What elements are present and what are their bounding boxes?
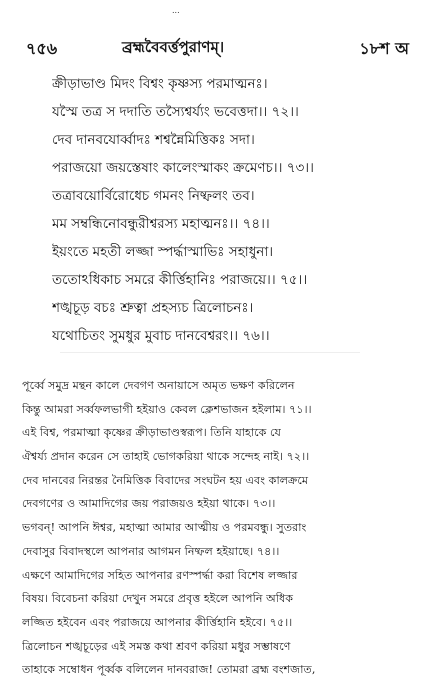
translation-line: তাহাকে সম্বোধন পূর্ব্বক বলিলেন দানবরাজ! তোমরা ব্রহ্ম বংশজাত, <box>22 663 316 677</box>
translation-line: বিষয়। বিবেচনা করিয়া দেখুন সমরে প্রবৃত্ত হইলে আপনি অধিক <box>22 592 294 606</box>
chapter-label: ১৮শ অ <box>359 39 409 58</box>
translation-line: দেবাসুর বিবাদস্থলে আপনার আগমন নিষ্ফল হইয়াছে। ৭৪।। <box>22 544 280 558</box>
section-divider <box>60 352 360 353</box>
translation-line: ভগবন্! আপনি ঈশ্বর, মহাত্মা আমার আত্মীয় ও পরমবন্ধু। সুতরাং <box>22 521 307 535</box>
translation-line: দেব দানবের নিরন্তর নৈমিত্তিক বিবাদের সংঘটন হয় এবং কালক্রমে <box>22 473 309 487</box>
verse-line: ক্রীড়াভাণ্ড মিদং বিশ্বং কৃষ্ণস্য পরমাত্মনঃ। <box>52 76 268 92</box>
translation-line: দেবগণের ও আমাদিগের জয় পরাজয়ও হইয়া থাকে। ৭৩।। <box>22 497 276 511</box>
translation-line: এক্ষণে আমাদিগের সহিত আপনার রণস্পর্দ্ধা করা বিশেষ লজ্জার <box>22 568 298 582</box>
verse-line: তত্রাবয়োর্বিরোধেচ গমনং নিষ্ফলং তব। <box>52 188 255 204</box>
translation-line: পূর্ব্বে সমুদ্র মন্থন কালে দেবগণ অনায়াসে অমৃত ভক্ষণ করিলেন <box>22 379 295 392</box>
sanskrit-verses <box>52 70 412 350</box>
verse-line: শঙ্খচূড় বচঃ শ্রুত্বা প্রহস্যচ ত্রিলোচনঃ। <box>52 300 254 316</box>
book-title: ব্রহ্মবৈবর্ত্তপুরাণম্। <box>122 38 225 56</box>
translation-line: লজ্জিত হইবেন এবং পরাজয়ে আপনার কীর্ত্তিহানি হইবে। ৭৫।। <box>22 615 293 629</box>
translation-line: এই বিশ্ব, পরমাত্মা কৃষ্ণের ক্রীড়াভাণ্ডস্বরূপ। তিনি যাহাকে যে <box>22 426 282 440</box>
top-mark: ... <box>172 6 180 15</box>
verse-line: পরাজয়ো জয়স্তেষাং কালেংস্মাকং ক্রমেণচ।। ৭৩।। <box>52 160 314 176</box>
page-header <box>26 36 409 60</box>
page-number: ৭৫৬ <box>26 39 58 58</box>
verse-line: যস্মৈ তত্র স দদাতি তস্যৈশ্বর্য্যং ভবেত্তদা।। ৭২।। <box>52 104 299 120</box>
verse-line: ইয়ংতে মহতী লজ্জা স্পর্দ্ধাস্মাভিঃ সহাধুনা। <box>52 244 274 260</box>
translation-line: কিন্তু আমরা সর্ব্বফলভাগী হইয়াও কেবল ক্লেশভাজন হইলাম। ৭১।। <box>22 402 312 416</box>
verse-line: যথোচিতং সুমধুর মুবাচ দানবেশ্বরং।। ৭৬।। <box>52 328 270 344</box>
bengali-translation <box>22 374 416 682</box>
translation-line: ত্রিলোচন শঙ্খচূড়ের এই সমস্ত কথা শ্রবণ করিয়া মধুর সম্ভাষণে <box>22 639 291 653</box>
translation-line: ঐশ্বর্য্য প্রদান করেন সে তাহাই ভোগকরিয়া থাকে সন্দেহ নাই। ৭২।। <box>22 450 310 464</box>
verse-line: দেব দানবযোর্ব্বাদঃ শশ্বন্নৈমিত্তিকঃ সদা। <box>52 132 255 148</box>
verse-line: ততোঽধিকাচ সমরে কীর্ত্তিহানিঃ পরাজয়ে।। ৭৫।। <box>52 272 308 288</box>
verse-line: মম সম্বন্ধিনোবন্ধুরীশ্বরস্য মহাত্মনঃ।। ৭৪।। <box>52 216 270 232</box>
